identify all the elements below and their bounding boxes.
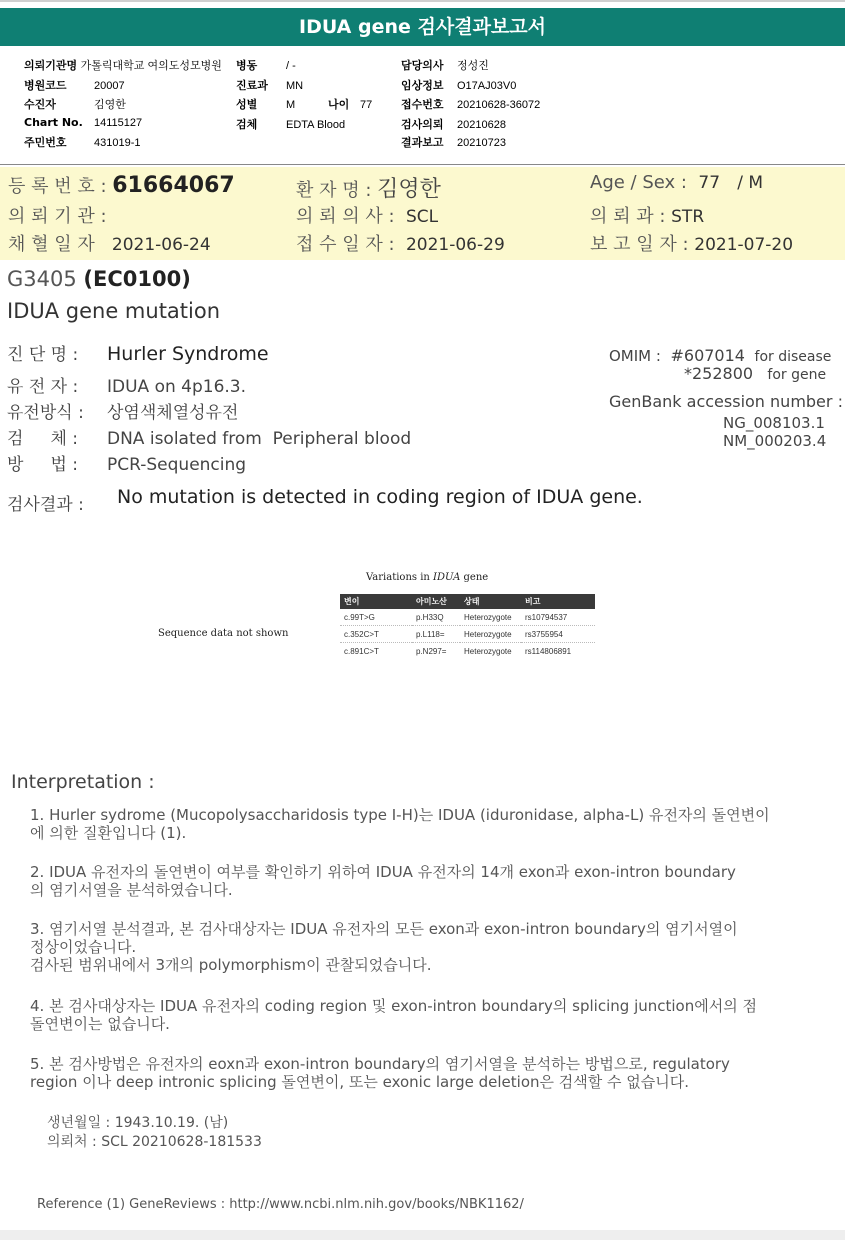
patient-name-row: 환 자 명 : 김영한 (296, 177, 441, 202)
cell: Heterozygote (460, 609, 521, 626)
header-report-date: 결과보고 20210723 (401, 136, 506, 149)
cell: Heterozygote (460, 626, 521, 643)
report-title: IDUA gene 검사결과보고서 (0, 8, 845, 46)
reg-number-row: 등 록 번 호 : 61664067 (8, 173, 235, 198)
receipt-date-row: 접 수 일 자 : 2021-06-29 (296, 234, 505, 255)
genbank-accession-1: NG_008103.1 (723, 414, 825, 432)
method-row: 방 법 : PCR-Sequencing (7, 455, 247, 475)
col-status: 상태 (460, 594, 521, 609)
header-sex: 성별 M (236, 98, 296, 111)
cell: rs10794537 (521, 609, 595, 626)
header-resident-no: 주민번호 431019-1 (24, 136, 141, 149)
interpretation-paragraph-5: 5. 본 검사방법은 유전자의 eoxn과 exon-intron boundary의 염기서열을 분석하는 방법으로, regulatory region 이나 deep intronic splicing 돌연변이, 또는 exonic large deletion은 검색할 수 없습니다. (30, 1055, 730, 1091)
specimen-row: 검 체 : DNA isolated from Peripheral blood (7, 429, 412, 449)
institution-row: 의 뢰 기 관 : (8, 206, 107, 227)
genbank-accession-2: NM_000203.4 (723, 432, 827, 450)
interpretation-paragraph-3: 3. 염기서열 분석결과, 본 검사대상자는 IDUA 유전자의 모든 exon과 exon-intron boundary의 염기서열이 정상이었습니다. 검사된 범위내에서 3개의 polymorphism이 관찰되었습니다. (30, 920, 738, 974)
interpretation-paragraph-4: 4. 본 검사대상자는 IDUA 유전자의 coding region 및 exon-intron boundary의 splicing junction에서의 점 돌연변이는 없습니다. (30, 997, 757, 1033)
cell: c.352C>T (340, 626, 412, 643)
col-variant: 변이 (340, 594, 412, 609)
variations-title: Variations in IDUA gene (366, 572, 489, 583)
header-doctor: 담당의사 정성진 (401, 59, 489, 72)
cell: p.L118= (412, 626, 460, 643)
header-department: 진료과 MN (236, 79, 304, 92)
header-receipt-no: 접수번호 20210628-36072 (401, 98, 541, 111)
dept-row: 의 뢰 과 : STR (590, 206, 705, 227)
omim-disease: OMIM : #607014 for disease (609, 346, 832, 365)
result-label: 검사결과 : (7, 495, 84, 515)
header-clinical-info: 임상정보 O17AJ03V0 (401, 79, 517, 92)
omim-gene: *252800 for gene (684, 364, 827, 383)
header-age: 나이 77 (328, 98, 373, 111)
sequence-note: Sequence data not shown (158, 628, 289, 639)
header-request-date: 검사의뢰 20210628 (401, 118, 506, 131)
cell: c.891C>T (344, 646, 379, 656)
test-name: IDUA gene mutation (7, 299, 221, 323)
birth-date: 생년월일 : 1943.10.19. (남) (47, 1115, 229, 1131)
header-specimen: 검체 EDTA Blood (236, 118, 346, 131)
interpretation-paragraph-1: 1. Hurler sydrome (Mucopolysaccharidosis type I-H)는 IDUA (iduronidase, alpha-L) 유전자의 돌연변이 에 의한 질환입니다 (1). (30, 806, 770, 842)
requester: 의뢰처 : SCL 20210628-181533 (47, 1134, 262, 1150)
diagnosis-row: 진 단 명 : Hurler Syndrome (7, 343, 269, 365)
cell: p.H33Q (412, 609, 460, 626)
top-border (0, 0, 845, 2)
interpretation-heading: Interpretation : (11, 771, 155, 793)
result-text: No mutation is detected in coding region of IDUA gene. (117, 486, 643, 508)
interpretation-paragraph-2: 2. IDUA 유전자의 돌연변이 여부를 확인하기 위하여 IDUA 유전자의 14개 exon과 exon-intron boundary 의 염기서열을 분석하였습니다. (30, 863, 736, 899)
cell: rs114806891 (525, 646, 572, 656)
reference-link[interactable]: Reference (1) GeneReviews : http://www.ncbi.nlm.nih.gov/books/NBK1162/ (37, 1197, 524, 1212)
cell: Heterozygote (464, 646, 512, 656)
header-hospital-code: 병원코드 20007 (24, 79, 125, 92)
col-note: 비고 (521, 594, 595, 609)
header-divider (0, 164, 845, 165)
age-sex-row: Age / Sex : 77 / M (590, 172, 764, 193)
col-amino-acid: 아미노산 (412, 594, 460, 609)
cell: c.99T>G (340, 609, 412, 626)
doctor-row: 의 뢰 의 사 : SCL (296, 206, 439, 227)
inheritance-row: 유전방식 : 상염색체열성유전 (7, 403, 239, 423)
header-ward: 병동 / - (236, 59, 296, 72)
test-code: G3405 (EC0100) (7, 267, 191, 291)
table-row (340, 643, 595, 660)
header-patient: 수진자 김영한 (24, 98, 126, 111)
table-row (340, 609, 595, 626)
bottom-border (0, 1230, 845, 1240)
variations-table (340, 594, 595, 659)
cell: rs3755954 (521, 626, 595, 643)
genbank-label: GenBank accession number : (609, 392, 843, 411)
collect-date-row: 채 혈 일 자 2021-06-24 (8, 234, 211, 255)
header-chart-no: Chart No. 14115127 (24, 116, 143, 129)
table-row (340, 626, 595, 643)
cell: p.N297= (416, 646, 447, 656)
gene-row: 유 전 자 : IDUA on 4p16.3. (7, 377, 247, 397)
header-institution: 의뢰기관명 가톨릭대학교 여의도성모병원 (24, 59, 222, 72)
report-date-row: 보 고 일 자 : 2021-07-20 (590, 234, 794, 255)
